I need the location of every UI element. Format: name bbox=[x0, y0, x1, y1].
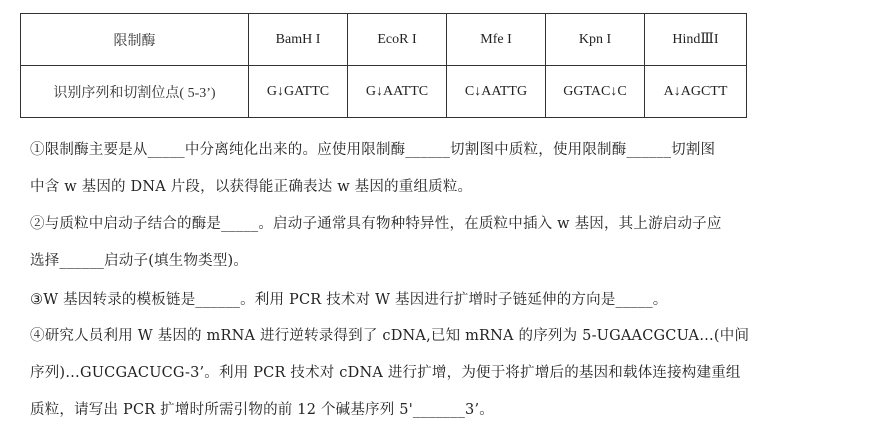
question-line: ③W 基因转录的模板链是______。利用 PCR 技术对 W 基因进行扩增时子链延伸的方向是_____。 bbox=[30, 292, 668, 308]
question-line: 质粒，请写出 PCR 扩增时所需引物的前 12 个碱基序列 5'_______3’。 bbox=[30, 402, 494, 418]
question-line: 选择______启动子(填生物类型)。 bbox=[30, 253, 249, 269]
table-cell: Kpn I bbox=[546, 14, 645, 66]
question-line: 中含 w 基因的 DNA 片段，以获得能正确表达 w 基因的重组质粒。 bbox=[30, 179, 473, 195]
question-line: ④研究人员利用 W 基因的 mRNA 进行逆转录得到了 cDNA,已知 mRNA 的序列为 5-UGAACGCUA…(中间 bbox=[30, 328, 750, 344]
question-line: 序列)…GUCGACUCG-3’。利用 PCR 技术对 cDNA 进行扩增，为便于将扩增后的基因和载体连接构建重组 bbox=[30, 365, 741, 381]
table-cell: G↓GATTC bbox=[249, 66, 348, 118]
table-cell: BamH I bbox=[249, 14, 348, 66]
table-cell: EcoR I bbox=[348, 14, 447, 66]
restriction-enzyme-table bbox=[20, 13, 747, 118]
question-line: ②与质粒中启动子结合的酶是_____。启动子通常具有物种特异性，在质粒中插入 w 基因，其上游启动子应 bbox=[30, 216, 722, 232]
table-cell: G↓AATTC bbox=[348, 66, 447, 118]
question-line: ①限制酶主要是从_____中分离纯化出来的。应使用限制酶______切割图中质粒，使用限制酶______切割图 bbox=[30, 142, 716, 158]
table-cell: C↓AATTG bbox=[447, 66, 546, 118]
table-row bbox=[21, 66, 747, 118]
table-header-row bbox=[21, 14, 747, 66]
table-cell: 识别序列和切割位点( 5-3’) bbox=[21, 66, 249, 118]
table-cell: HindⅢI bbox=[645, 14, 747, 66]
table-cell: GGTAC↓C bbox=[546, 66, 645, 118]
table-cell: Mfe I bbox=[447, 14, 546, 66]
table-cell: A↓AGCTT bbox=[645, 66, 747, 118]
table-cell: 限制酶 bbox=[21, 14, 249, 66]
